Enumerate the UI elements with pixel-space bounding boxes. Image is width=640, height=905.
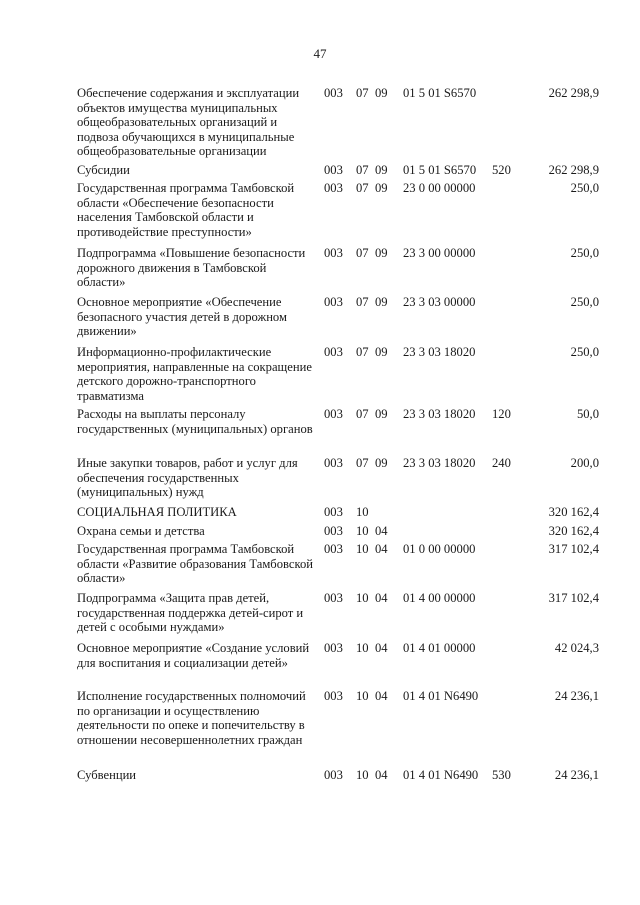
row-pr: 09: [375, 295, 388, 309]
row-name: Государственная программа Тамбовской области «Обеспечение безопасности населения Тамбовской области и противодействие преступности»: [77, 181, 295, 239]
row-rz: 10: [356, 505, 369, 519]
row-sum: 320 162,4: [548, 524, 599, 538]
row-csr: 23 3 03 18020: [403, 456, 476, 470]
row-csr: 01 5 01 S6570: [403, 163, 477, 177]
row-ved: 003: [324, 407, 343, 421]
row-sum: 200,0: [570, 456, 599, 470]
row-csr: 23 3 03 00000: [403, 295, 476, 309]
row-csr: 01 4 01 00000: [403, 641, 476, 655]
row-rz: 07: [356, 456, 369, 470]
row-rz: 07: [356, 246, 369, 260]
row-name: Подпрограмма «Защита прав детей, государственная поддержка детей-сирот и детей с особыми нуждами»: [77, 591, 304, 635]
row-ved: 003: [324, 456, 343, 470]
row-ved: 003: [324, 86, 343, 100]
row-name: Иные закупки товаров, работ и услуг для обеспечения государственных (муниципальных) нужд: [77, 456, 298, 500]
row-rz: 10: [356, 591, 369, 605]
row-ved: 003: [324, 246, 343, 260]
row-name: СОЦИАЛЬНАЯ ПОЛИТИКА: [77, 505, 237, 519]
row-pr: 04: [375, 542, 388, 556]
row-rz: 07: [356, 345, 369, 359]
row-ved: 003: [324, 689, 343, 703]
row-name: Субвенции: [77, 768, 137, 782]
row-pr: 09: [375, 163, 388, 177]
row-sum: 250,0: [570, 295, 599, 309]
row-vr: 120: [492, 407, 511, 421]
row-sum: 317 102,4: [548, 542, 599, 556]
row-name: Основное мероприятие «Обеспечение безопасного участия детей в дорожном движении»: [77, 295, 287, 339]
row-sum: 262 298,9: [548, 86, 599, 100]
row-name: Обеспечение содержания и эксплуатации объектов имущества муниципальных общеобразовательных организаций и подвоза обучающихся в муниципальные общеобразовательные организации: [77, 86, 300, 159]
row-ved: 003: [324, 524, 343, 538]
row-name: Субсидии: [77, 163, 130, 177]
row-rz: 07: [356, 163, 369, 177]
row-pr: 04: [375, 641, 388, 655]
row-sum: 50,0: [576, 407, 599, 421]
row-rz: 10: [356, 641, 369, 655]
row-name: Государственная программа Тамбовской области «Развитие образования Тамбовской области»: [77, 542, 313, 586]
row-sum: 42 024,3: [554, 641, 599, 655]
row-name: Расходы на выплаты персоналу государственных (муниципальных) органов: [77, 407, 313, 436]
row-ved: 003: [324, 181, 343, 195]
row-csr: 01 4 01 N6490: [403, 768, 479, 782]
row-rz: 07: [356, 407, 369, 421]
row-rz: 10: [356, 524, 369, 538]
row-name: Основное мероприятие «Создание условий для воспитания и социализации детей»: [77, 641, 310, 670]
row-rz: 07: [356, 295, 369, 309]
row-rz: 07: [356, 86, 369, 100]
row-pr: 04: [375, 768, 388, 782]
row-sum: 320 162,4: [548, 505, 599, 519]
row-ved: 003: [324, 295, 343, 309]
row-name: Информационно-профилактические мероприятия, направленные на сокращение детского дорожно-транспортного травматизма: [77, 345, 312, 403]
row-ved: 003: [324, 163, 343, 177]
row-pr: 04: [375, 689, 388, 703]
row-csr: 23 0 00 00000: [403, 181, 476, 195]
row-csr: 01 4 01 N6490: [403, 689, 479, 703]
row-pr: 09: [375, 246, 388, 260]
row-rz: 10: [356, 768, 369, 782]
row-csr: 23 3 03 18020: [403, 407, 476, 421]
row-sum: 262 298,9: [548, 163, 599, 177]
row-name: Охрана семьи и детства: [77, 524, 205, 538]
row-csr: 23 3 03 18020: [403, 345, 476, 359]
row-pr: 09: [375, 407, 388, 421]
row-rz: 10: [356, 689, 369, 703]
row-rz: 10: [356, 542, 369, 556]
row-rz: 07: [356, 181, 369, 195]
row-sum: 317 102,4: [548, 591, 599, 605]
row-csr: 01 4 00 00000: [403, 591, 476, 605]
row-pr: 09: [375, 456, 388, 470]
row-sum: 250,0: [570, 181, 599, 195]
row-pr: 04: [375, 591, 388, 605]
row-pr: 09: [375, 86, 388, 100]
row-ved: 003: [324, 641, 343, 655]
row-sum: 24 236,1: [554, 689, 599, 703]
row-vr: 530: [492, 768, 511, 782]
row-pr: 09: [375, 181, 388, 195]
row-vr: 240: [492, 456, 511, 470]
row-ved: 003: [324, 542, 343, 556]
row-ved: 003: [324, 591, 343, 605]
row-pr: 04: [375, 524, 388, 538]
row-pr: 09: [375, 345, 388, 359]
row-vr: 520: [492, 163, 511, 177]
page-number: 47: [313, 46, 327, 61]
row-sum: 250,0: [570, 345, 599, 359]
row-ved: 003: [324, 505, 343, 519]
row-sum: 250,0: [570, 246, 599, 260]
row-csr: 01 0 00 00000: [403, 542, 476, 556]
row-name: Подпрограмма «Повышение безопасности дорожного движения в Тамбовской области»: [77, 246, 306, 290]
row-ved: 003: [324, 345, 343, 359]
row-sum: 24 236,1: [554, 768, 599, 782]
row-csr: 01 5 01 S6570: [403, 86, 477, 100]
row-name: Исполнение государственных полномочий по организации и осуществлению деятельности по опеке и попечительству в отношении несовершеннолетних граждан: [77, 689, 306, 747]
row-ved: 003: [324, 768, 343, 782]
row-csr: 23 3 00 00000: [403, 246, 476, 260]
